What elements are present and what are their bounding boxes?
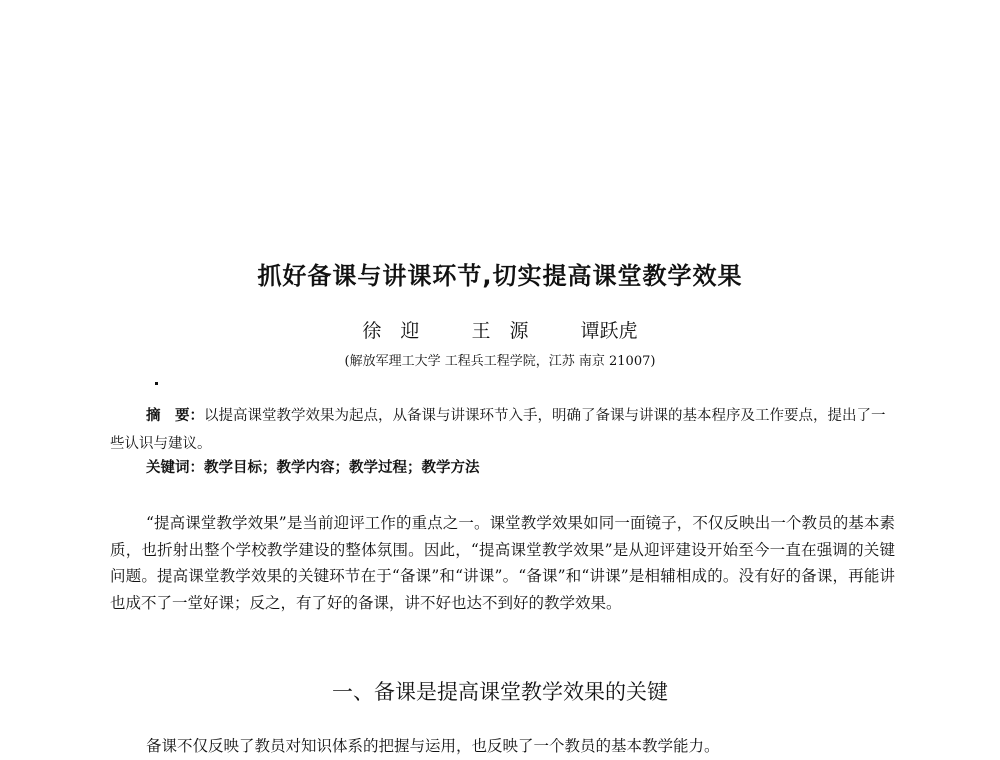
keywords-label: 关键词： [146, 460, 204, 476]
print-speck [155, 382, 158, 385]
abstract-label: 摘 要： [146, 408, 204, 424]
author-list [0, 316, 1000, 343]
author-name: 王 源 [471, 320, 529, 342]
keywords-text: 教学目标；教学内容；教学过程；教学方法 [204, 460, 480, 476]
intro-paragraph: “提高课堂教学效果”是当前迎评工作的重点之一。课堂教学效果如同一面镜子，不仅反映出一个教员的基本素质，也折射出整个学校教学建设的整体氛围。因此，“提高课堂教学效果”是从迎评建设开始至今一直在强调的关键问题。提高课堂教学效果的关键环节在于“备课”和“讲课”。“备课”和“讲课”是相辅相成的。没有好的备课，再能讲也成不了一堂好课；反之，有了好的备课，讲不好也达不到好的教学效果。 [110, 514, 895, 612]
paper-title: 抓好备课与讲课环节,切实提高课堂教学效果 [257, 262, 743, 290]
author-name: 徐 迎 [362, 320, 420, 342]
author-name: 谭跃虎 [580, 320, 638, 342]
keywords-block [146, 456, 896, 477]
abstract-block [110, 402, 895, 458]
section-heading: 一、备课是提高课堂教学效果的关键 [332, 680, 668, 704]
abstract-text: 以提高课堂教学效果为起点，从备课与讲课环节入手，明确了备课与讲课的基本程序及工作要点，提出了一些认识与建议。 [110, 408, 886, 452]
section-first-line: 备课不仅反映了教员对知识体系的把握与运用，也反映了一个教员的基本教学能力。 [146, 737, 720, 755]
author-affiliation: (解放军理工大学 工程兵工程学院，江苏 南京 21007) [344, 354, 656, 369]
